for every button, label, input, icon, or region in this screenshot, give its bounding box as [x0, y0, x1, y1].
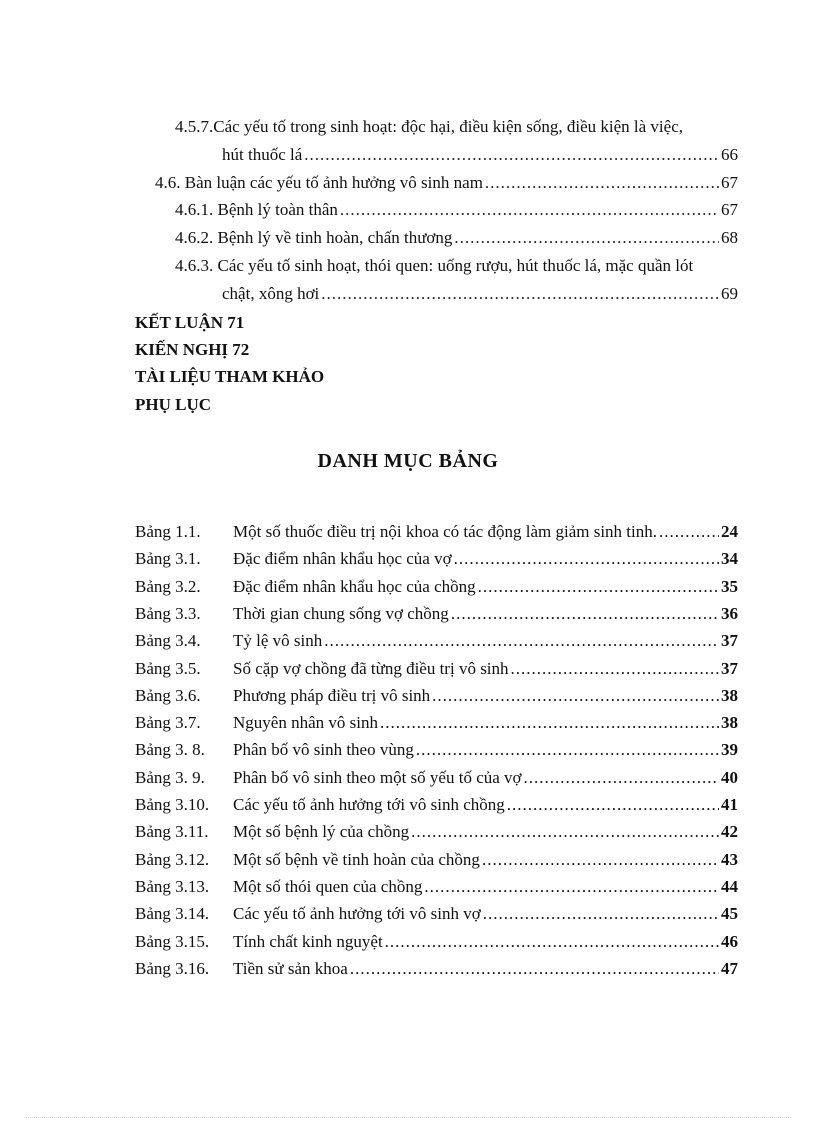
table-page-number: 37 [721, 659, 738, 678]
table-list-item[interactable] [135, 628, 738, 654]
table-page-number: 41 [721, 795, 738, 814]
table-title: Các yếu tố ảnh hưởng tới vô sinh vợ [233, 904, 481, 923]
leader-dots [416, 737, 719, 763]
table-list-item[interactable] [135, 546, 738, 572]
table-list-item[interactable] [135, 765, 738, 791]
toc-page-number: 69 [721, 284, 738, 303]
leader-dots [424, 874, 719, 900]
table-page-number: 42 [721, 822, 738, 841]
table-label: Bảng 3.13. [135, 877, 210, 896]
toc-page-number: 67 [721, 173, 738, 192]
leader-dots [485, 170, 719, 196]
table-list-item[interactable] [135, 901, 738, 927]
table-page-number: 37 [721, 631, 738, 650]
leader-dots [380, 710, 719, 736]
toc-heading-ket-luan[interactable]: KẾT LUẬN 71 [135, 313, 245, 332]
table-label: Bảng 3.11. [135, 822, 209, 841]
table-page-number: 44 [721, 877, 738, 896]
table-list-item[interactable] [135, 929, 738, 955]
table-label: Bảng 3.10. [135, 795, 210, 814]
toc-entry-4-6-3[interactable] [222, 281, 738, 307]
table-title: Một số bệnh về tinh hoàn của chồng [233, 850, 480, 869]
table-page-number: 38 [721, 686, 738, 705]
toc-heading-kien-nghi[interactable]: KIẾN NGHỊ 72 [135, 340, 250, 359]
table-list-item[interactable] [135, 792, 738, 818]
table-label: Bảng 3.14. [135, 904, 210, 923]
leader-dots [511, 656, 719, 682]
leader-dots [340, 197, 719, 223]
table-list-item[interactable] [135, 601, 738, 627]
leader-dots [350, 956, 719, 982]
table-page-number: 45 [721, 904, 738, 923]
toc-entry-4-5-7-line2: hút thuốc lá [222, 145, 303, 164]
section-title: DANH MỤC BẢNG [317, 450, 499, 472]
table-label: Bảng 3.5. [135, 659, 201, 678]
table-title: Tính chất kinh nguyệt [233, 932, 383, 951]
leader-dots [478, 574, 719, 600]
toc-heading-phu-luc[interactable]: PHỤ LỤC [135, 395, 212, 414]
table-page-number: 36 [721, 604, 738, 623]
table-title: Một số thuốc điều trị nội khoa có tác động làm giảm sinh tinh. [233, 522, 657, 541]
table-label: Bảng 3.7. [135, 713, 201, 732]
table-page-number: 47 [721, 959, 738, 978]
table-page-number: 34 [721, 549, 738, 568]
toc-entry-4-6[interactable] [155, 170, 738, 196]
leader-dots [524, 765, 719, 791]
table-label: Bảng 3. 8. [135, 740, 205, 759]
table-label: Bảng 3.16. [135, 959, 210, 978]
table-label: Bảng 3.1. [135, 549, 201, 568]
table-title: Số cặp vợ chồng đã từng điều trị vô sinh [233, 659, 509, 678]
toc-entry-4-6-3-line2: chật, xông hơi [222, 284, 320, 303]
table-label: Bảng 3. 9. [135, 768, 205, 787]
toc-entry-4-6-2[interactable] [175, 225, 738, 251]
table-page-number: 46 [721, 932, 738, 951]
leader-dots [483, 901, 719, 927]
leader-dots [324, 628, 719, 654]
leader-dots [454, 546, 719, 572]
leader-dots [385, 929, 719, 955]
table-list-item[interactable] [135, 874, 738, 900]
table-label: Bảng 3.12. [135, 850, 210, 869]
table-title: Phương pháp điều trị vô sinh [233, 686, 431, 705]
table-page-number: 24 [721, 522, 738, 541]
toc-entry-4-6-3-line1: 4.6.3. Các yếu tố sinh hoạt, thói quen: uống rượu, hút thuốc lá, mặc quần lót [175, 256, 694, 275]
table-list-item[interactable] [135, 574, 738, 600]
table-title: Các yếu tố ảnh hưởng tới vô sinh chồng [233, 795, 505, 814]
table-list-item[interactable] [135, 847, 738, 873]
table-title: Nguyên nhân vô sinh [233, 713, 378, 732]
table-title: Phân bố vô sinh theo một số yếu tố của vợ [233, 768, 522, 787]
table-list-item[interactable] [135, 956, 738, 982]
toc-entry-text: 4.6.2. Bệnh lý về tinh hoàn, chấn thương [175, 228, 453, 247]
table-list-item[interactable] [135, 656, 738, 682]
table-title: Phân bố vô sinh theo vùng [233, 740, 414, 759]
toc-entry-4-5-7[interactable] [222, 142, 738, 168]
table-label: Bảng 3.2. [135, 577, 201, 596]
table-page-number: 35 [721, 577, 738, 596]
table-list-item[interactable] [135, 519, 738, 545]
table-page-number: 43 [721, 850, 738, 869]
table-list-item[interactable] [135, 819, 738, 845]
table-title: Tiền sử sản khoa [233, 959, 348, 978]
table-title: Một số thói quen của chồng [233, 877, 423, 896]
leader-dots [304, 142, 719, 168]
leader-dots [321, 281, 719, 307]
table-title: Thời gian chung sống vợ chồng [233, 604, 449, 623]
table-label: Bảng 3.6. [135, 686, 201, 705]
leader-dots [659, 519, 719, 545]
table-label: Bảng 3.15. [135, 932, 210, 951]
table-title: Đặc điểm nhân khẩu học của vợ [233, 549, 452, 568]
table-label: Bảng 1.1. [135, 522, 201, 541]
leader-dots [411, 819, 719, 845]
toc-entry-text: 4.6. Bàn luận các yếu tố ảnh hưởng vô sinh nam [155, 173, 483, 192]
leader-dots [432, 683, 719, 709]
table-list-item[interactable] [135, 737, 738, 763]
table-page-number: 38 [721, 713, 738, 732]
table-page-number: 39 [721, 740, 738, 759]
toc-entry-4-6-1[interactable] [175, 197, 738, 223]
table-list-item[interactable] [135, 710, 738, 736]
leader-dots [454, 225, 719, 251]
page-bottom-divider [25, 1117, 791, 1118]
table-page-number: 40 [721, 768, 738, 787]
toc-heading-tai-lieu[interactable]: TÀI LIỆU THAM KHẢO [135, 367, 325, 386]
leader-dots [451, 601, 719, 627]
table-title: Đặc điểm nhân khẩu học của chồng [233, 577, 476, 596]
toc-entry-text: 4.6.1. Bệnh lý toàn thân [175, 200, 338, 219]
table-label: Bảng 3.3. [135, 604, 201, 623]
leader-dots [507, 792, 719, 818]
leader-dots [482, 847, 719, 873]
toc-page-number: 66 [721, 145, 738, 164]
toc-page-number: 68 [721, 228, 738, 247]
table-title: Tỷ lệ vô sinh [233, 631, 323, 650]
toc-entry-4-5-7-line1: 4.5.7.Các yếu tố trong sinh hoạt: độc hại, điều kiện sống, điều kiện là việc, [175, 117, 683, 136]
table-label: Bảng 3.4. [135, 631, 201, 650]
table-list-item[interactable] [135, 683, 738, 709]
table-title: Một số bệnh lý của chồng [233, 822, 410, 841]
toc-page-number: 67 [721, 200, 738, 219]
